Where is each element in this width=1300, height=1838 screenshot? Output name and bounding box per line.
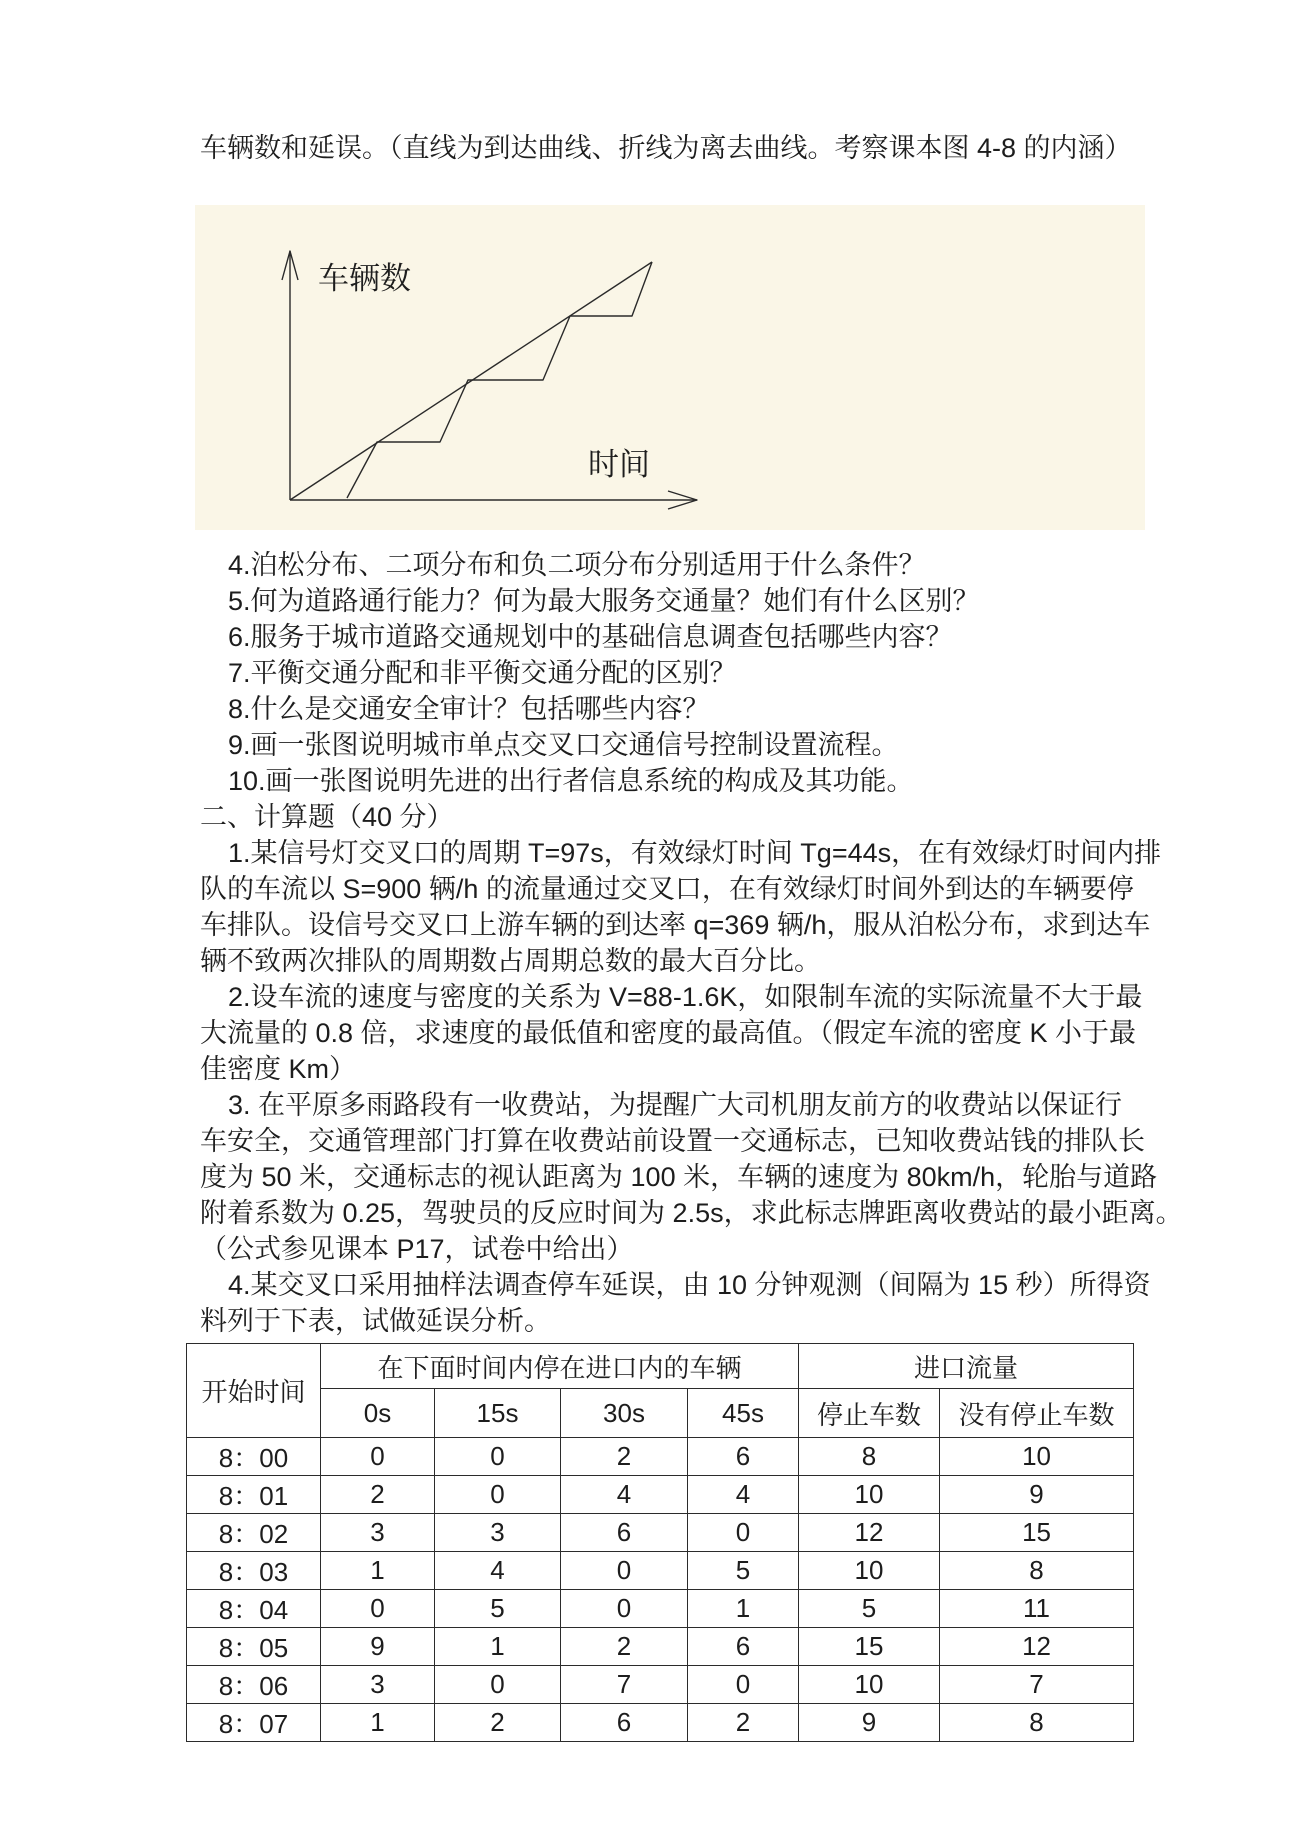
table-cell: 10: [799, 1476, 940, 1514]
table-cell: 0: [321, 1590, 435, 1628]
body-line: 大流量的 0.8 倍，求速度的最低值和密度的最高值。（假定车流的密度 K 小于最: [200, 1018, 1137, 1048]
body-line: 辆不致两次排队的周期数占周期总数的最大百分比。: [200, 946, 821, 976]
table-cell: 10: [799, 1666, 940, 1704]
body-line: 佳密度 Km）: [200, 1054, 357, 1084]
table-cell: 0: [688, 1666, 799, 1704]
table-cell: 15: [799, 1628, 940, 1666]
table-cell: 5: [799, 1590, 940, 1628]
body-line: 队的车流以 S=900 辆/h 的流量通过交叉口，在有效绿灯时间外到达的车辆要停: [200, 874, 1134, 904]
table-row: [187, 1666, 1134, 1704]
body-line: 3. 在平原多雨路段有一收费站，为提醒广大司机朋友前方的收费站以保证行: [228, 1090, 1123, 1120]
body-line: 6.服务于城市道路交通规划中的基础信息调查包括哪些内容？: [228, 622, 953, 652]
table-cell: 6: [561, 1704, 688, 1742]
document-content: [200, 0, 1183, 1742]
body-line: 7.平衡交通分配和非平衡交通分配的区别？: [228, 658, 737, 688]
y-axis-label: 车辆数: [318, 261, 411, 296]
table-cell: 9: [799, 1704, 940, 1742]
table-cell: 9: [321, 1628, 435, 1666]
body-line: （公式参见课本 P17，试卷中给出）: [200, 1234, 634, 1264]
x-axis-label: 时间: [588, 447, 650, 482]
table-cell: 8：02: [187, 1514, 321, 1552]
queueing-diagram-figure: [195, 205, 1145, 530]
table-row: [187, 1704, 1134, 1742]
table-cell: 8：03: [187, 1552, 321, 1590]
table-cell: 1: [435, 1628, 561, 1666]
table-cell: 12: [940, 1628, 1134, 1666]
table-cell: 4: [561, 1476, 688, 1514]
table-subheader-cell: 15s: [435, 1389, 561, 1438]
body-lines: [200, 547, 1183, 1339]
table-cell: 8：06: [187, 1666, 321, 1704]
table-header: [187, 1344, 1134, 1438]
table-cell: 0: [321, 1438, 435, 1476]
intro-line: 车辆数和延误。（直线为到达曲线、折线为离去曲线。考察课本图 4-8 的内涵）: [200, 133, 1132, 163]
body-line: 4.某交叉口采用抽样法调查停车延误，由 10 分钟观测（间隔为 15 秒）所得资: [228, 1270, 1151, 1300]
table-cell: 0: [561, 1552, 688, 1590]
body-line: 二、计算题（40 分）: [200, 802, 454, 832]
table-cell: 3: [321, 1514, 435, 1552]
table-cell: 2: [688, 1704, 799, 1742]
th-start-time: 开始时间: [187, 1344, 321, 1438]
table-header-row-1: [187, 1344, 1134, 1389]
table-cell: 2: [321, 1476, 435, 1514]
table-cell: 12: [799, 1514, 940, 1552]
body-line: 8.什么是交通安全审计？包括哪些内容？: [228, 694, 710, 724]
table-cell: 8：01: [187, 1476, 321, 1514]
table-cell: 8: [940, 1552, 1134, 1590]
table-cell: 1: [321, 1704, 435, 1742]
table-cell: 8：07: [187, 1704, 321, 1742]
body-line: 度为 50 米，交通标志的视认距离为 100 米，车辆的速度为 80km/h，轮胎与道路: [200, 1162, 1158, 1192]
th-stopped-vehicles: 在下面时间内停在进口内的车辆: [321, 1344, 799, 1389]
table-row: [187, 1438, 1134, 1476]
table-cell: 1: [688, 1590, 799, 1628]
table-cell: 1: [321, 1552, 435, 1590]
table-cell: 15: [940, 1514, 1134, 1552]
table-body: [187, 1438, 1134, 1742]
table-cell: 5: [435, 1590, 561, 1628]
table-cell: 6: [561, 1514, 688, 1552]
table-cell: 0: [435, 1476, 561, 1514]
body-line: 5.何为道路通行能力？何为最大服务交通量？她们有什么区别？: [228, 586, 980, 616]
table-cell: 10: [799, 1552, 940, 1590]
table-cell: 6: [688, 1628, 799, 1666]
table-cell: 0: [435, 1666, 561, 1704]
body-line: 1.某信号灯交叉口的周期 T=97s，有效绿灯时间 Tg=44s，在有效绿灯时间内排: [228, 838, 1162, 868]
table-cell: 8: [940, 1704, 1134, 1742]
body-line: 附着系数为 0.25，驾驶员的反应时间为 2.5s，求此标志牌距离收费站的最小距离。: [200, 1198, 1183, 1228]
table-cell: 9: [940, 1476, 1134, 1514]
table-row: [187, 1552, 1134, 1590]
delay-table: [186, 1343, 1134, 1742]
table-cell: 8：05: [187, 1628, 321, 1666]
table-cell: 8: [799, 1438, 940, 1476]
table-cell: 7: [940, 1666, 1134, 1704]
table-subheader-cell: 没有停止车数: [940, 1389, 1134, 1438]
table-subheader-cell: 0s: [321, 1389, 435, 1438]
table-row: [187, 1628, 1134, 1666]
th-inlet-flow: 进口流量: [799, 1344, 1134, 1389]
table-subheader-cell: 30s: [561, 1389, 688, 1438]
table-cell: 0: [561, 1590, 688, 1628]
table-cell: 4: [688, 1476, 799, 1514]
table-cell: 5: [688, 1552, 799, 1590]
table-cell: 2: [561, 1628, 688, 1666]
table-cell: 2: [435, 1704, 561, 1742]
table-cell: 4: [435, 1552, 561, 1590]
table-row: [187, 1514, 1134, 1552]
body-line: 4.泊松分布、二项分布和负二项分布分别适用于什么条件？: [228, 550, 926, 580]
table-cell: 8：04: [187, 1590, 321, 1628]
table-row: [187, 1590, 1134, 1628]
body-line: 车排队。设信号交叉口上游车辆的到达率 q=369 辆/h，服从泊松分布，求到达车: [200, 910, 1151, 940]
table-cell: 2: [561, 1438, 688, 1476]
table-subheader-cell: 停止车数: [799, 1389, 940, 1438]
table-row: [187, 1476, 1134, 1514]
table-cell: 0: [435, 1438, 561, 1476]
body-line: 2.设车流的速度与密度的关系为 V=88-1.6K，如限制车流的实际流量不大于最: [228, 982, 1143, 1012]
body-line: 10.画一张图说明先进的出行者信息系统的构成及其功能。: [228, 766, 914, 796]
table-cell: 3: [321, 1666, 435, 1704]
body-line: 料列于下表，试做延误分析。: [200, 1306, 551, 1336]
table-cell: 3: [435, 1514, 561, 1552]
table-cell: 10: [940, 1438, 1134, 1476]
body-line: 车安全，交通管理部门打算在收费站前设置一交通标志，已知收费站钱的排队长: [200, 1126, 1145, 1156]
body-line: 9.画一张图说明城市单点交叉口交通信号控制设置流程。: [228, 730, 899, 760]
table-cell: 11: [940, 1590, 1134, 1628]
table-cell: 0: [688, 1514, 799, 1552]
table-header-row-2: [187, 1389, 1134, 1438]
table-cell: 8：00: [187, 1438, 321, 1476]
table-cell: 6: [688, 1438, 799, 1476]
table-cell: 7: [561, 1666, 688, 1704]
table-subheader-cell: 45s: [688, 1389, 799, 1438]
